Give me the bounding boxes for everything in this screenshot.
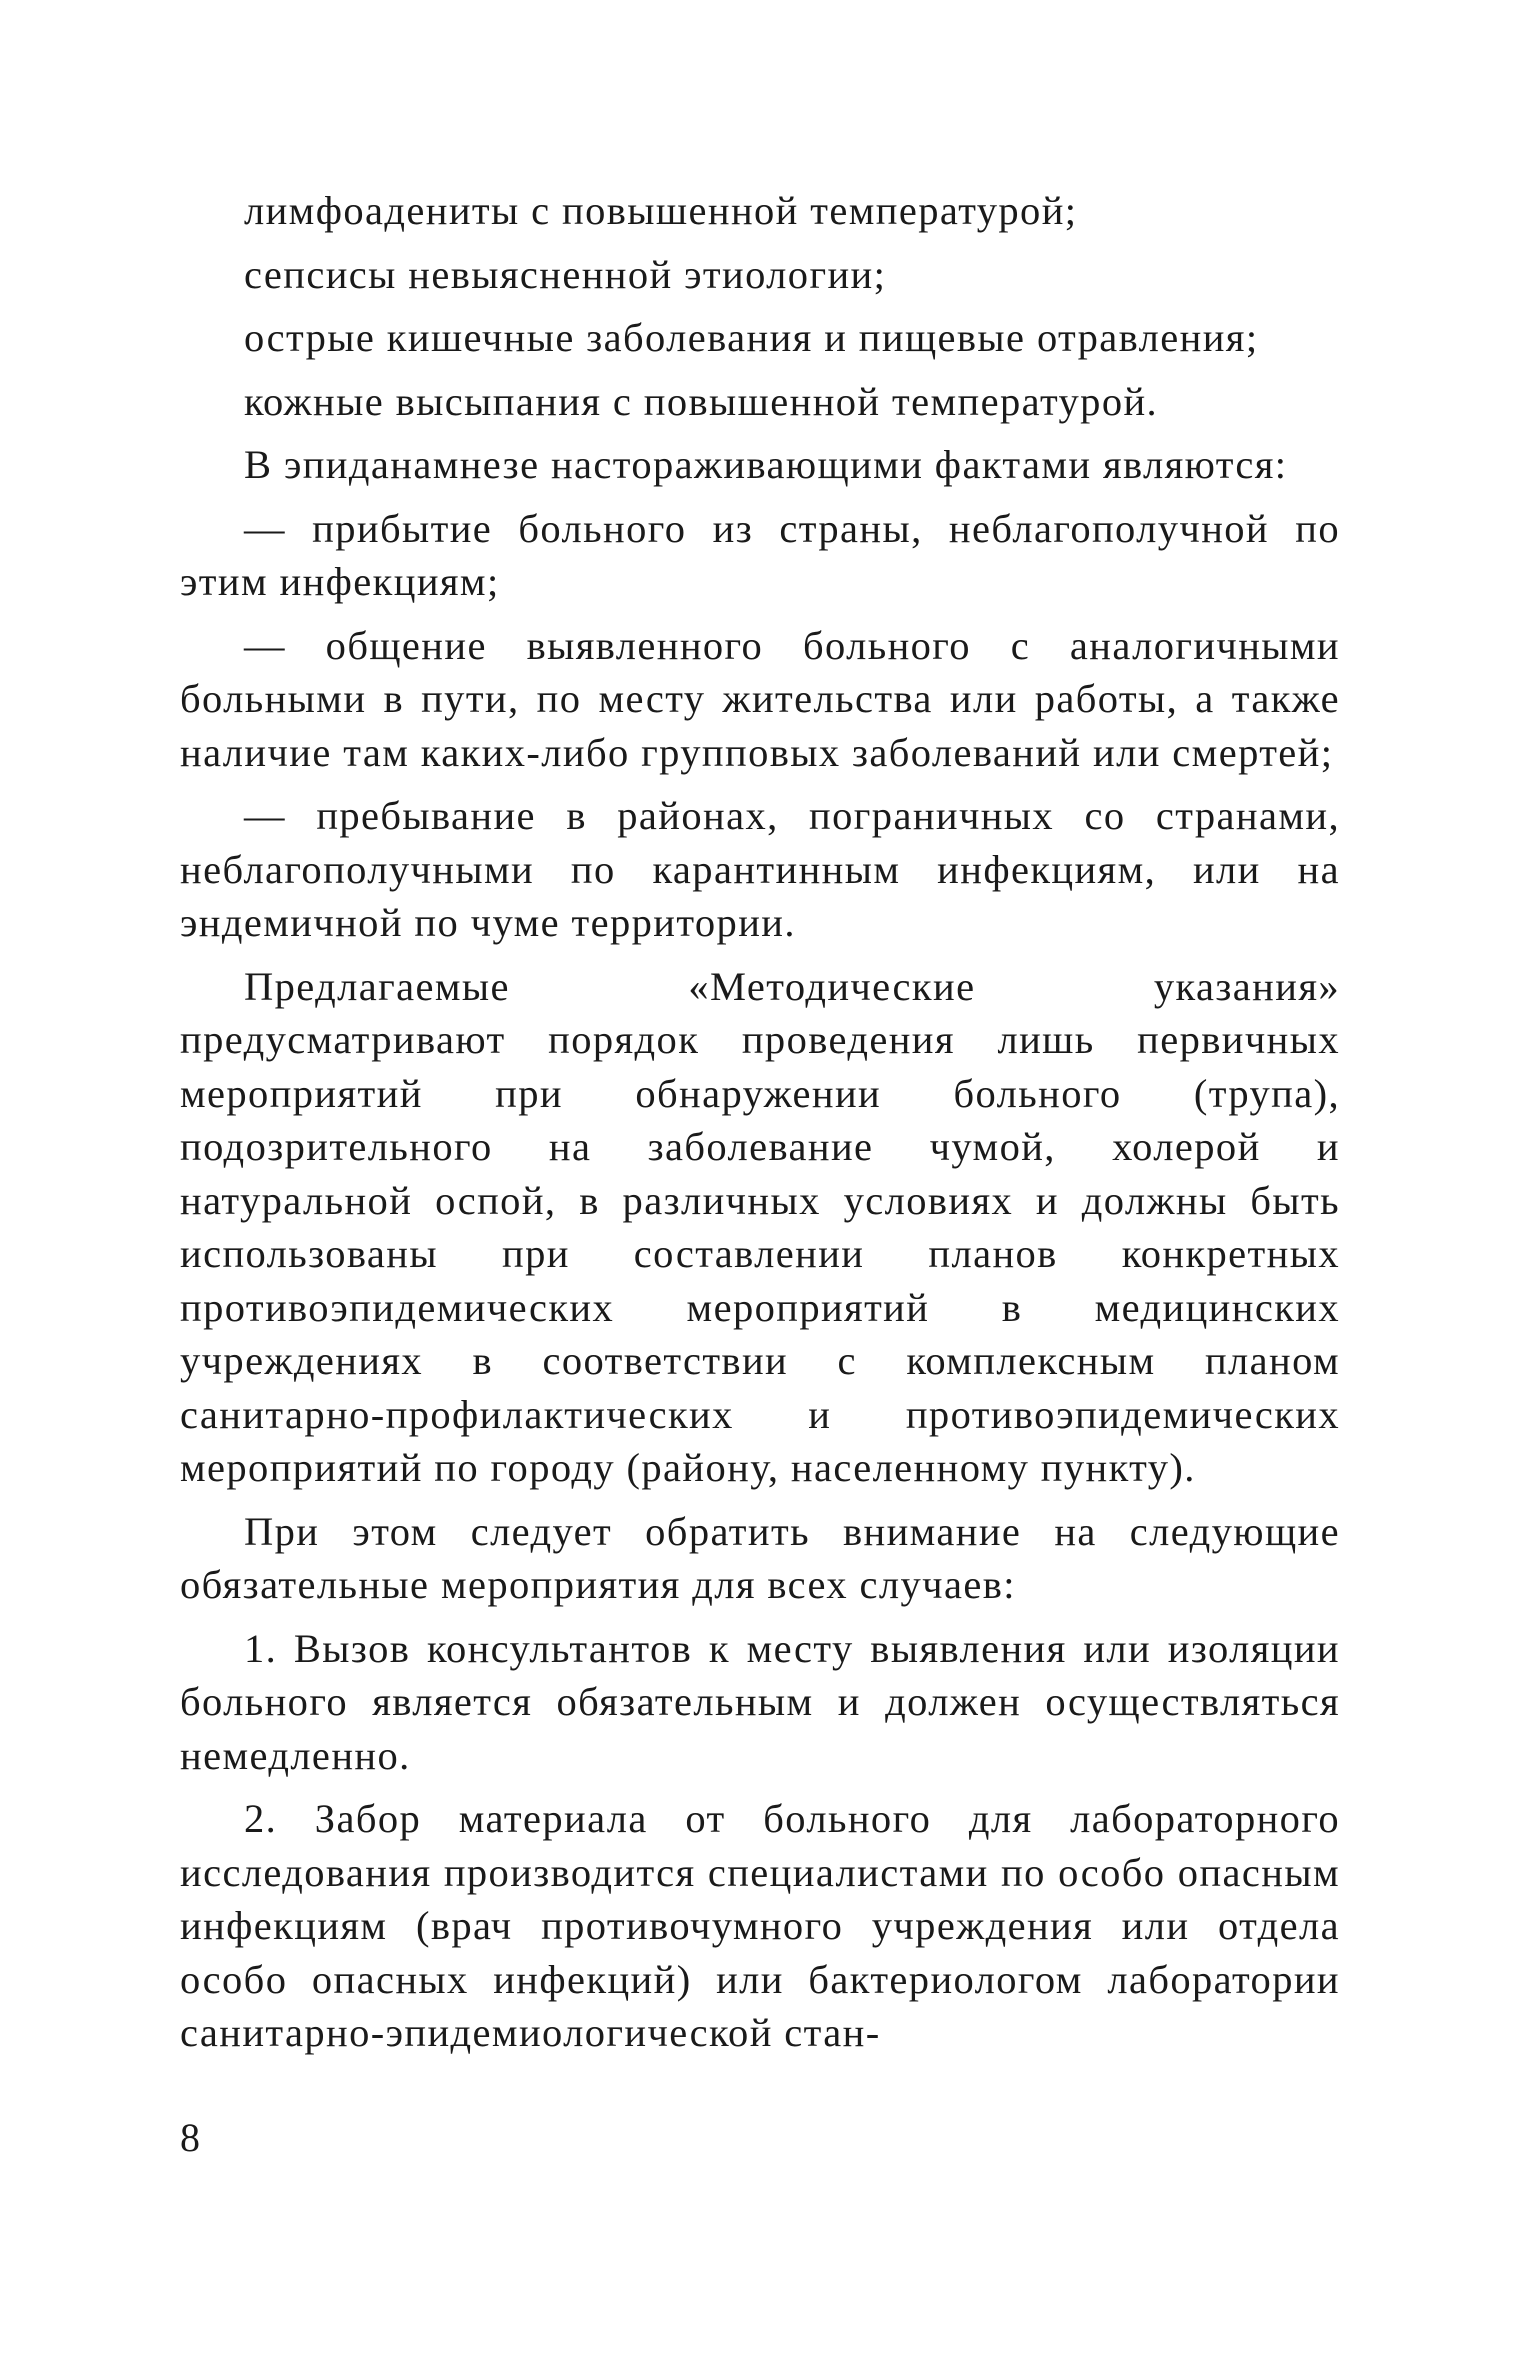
paragraph-arrival: — прибытие больного из страны, неблагополучной по этим инфекциям; — [180, 505, 1340, 604]
paragraph-guidelines: Предлагаемые «Методические указания» предусматривают порядок проведения лишь первичных мероприятий при обнаружении больного (трупа), подозрительного на заболевание чумой, холерой и натуральной оспой, в различных условиях и должны быть использованы при составлении планов конкретных противоэпидемических мероприятий в медицинских учреждениях в соответствии с комплексным планом санитарно-профилактических и противоэпидемических мероприятий по городу (району, населенному пункту). — [180, 963, 1340, 1490]
paragraph-intestinal-diseases: острые кишечные заболевания и пищевые отравления; — [244, 315, 1259, 360]
paragraph-stay-regions: — пребывание в районах, пограничных со странами, неблагополучными по карантинным инфекциям, или на эндемичной по чуме территории. — [180, 793, 1340, 945]
page-number: 8 — [180, 2115, 200, 2160]
paragraph-epidanamnesis-intro: В эпиданамнезе настораживающими фактами являются: — [244, 442, 1288, 487]
paragraph-skin-rashes: кожные высыпания с повышенной температурой. — [244, 378, 1159, 424]
page-body — [180, 184, 1340, 2070]
paragraph-contact: — общение выявленного больного с аналогичными больными в пути, по месту жительства или работы, а также наличие там каких-либо групповых заболеваний или смертей; — [180, 622, 1340, 775]
paragraph-sepsis: сепсисы невыясненной этиологии; — [244, 251, 887, 297]
paragraph-mandatory-measures: При этом следует обратить внимание на следующие обязательные мероприятия для всех случаев: — [180, 1508, 1340, 1607]
paragraph-item-1: 1. Вызов консультантов к месту выявления или изоляции больного является обязательным и должен осуществляться немедленно. — [180, 1625, 1340, 1778]
paragraph-item-2: 2. Забор материала от больного для лабораторного исследования производится специалистами по особо опасным инфекциям (врач противочумного учреждения или отдела особо опасных инфекций) или бактериологом лаборатории санитарно-эпидемиологической стан- — [180, 1796, 1340, 2055]
paragraph-lymphadenitis: лимфоадениты с повышенной температурой; — [244, 188, 1078, 233]
